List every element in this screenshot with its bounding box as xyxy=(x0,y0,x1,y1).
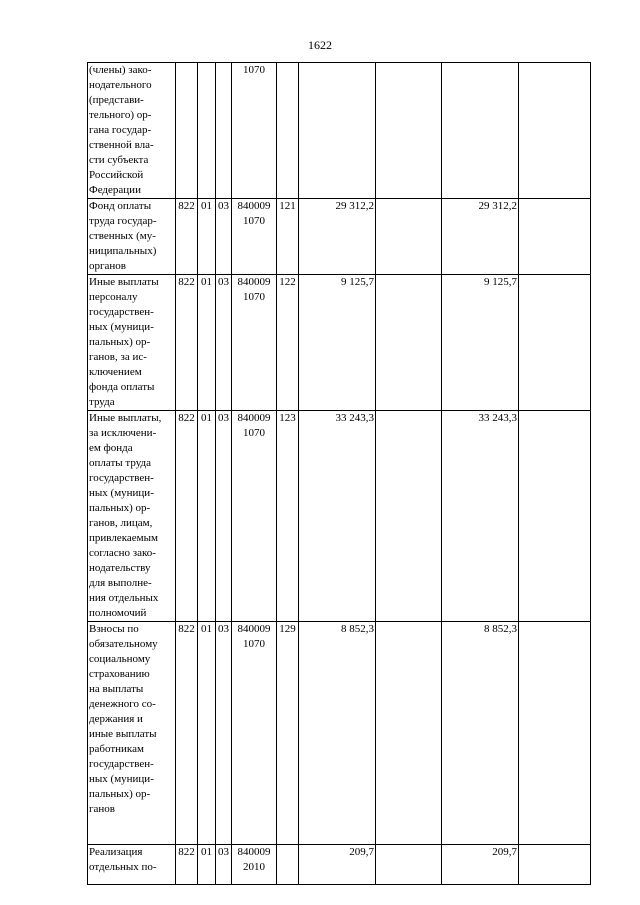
item-name-line: за исключени- xyxy=(89,427,157,439)
amount-total-cell: 33 243,3 xyxy=(299,411,376,622)
expense-type-cell: 123 xyxy=(277,411,299,622)
target-article-cell: 840009 1070 xyxy=(232,275,277,411)
item-name-line: ния отдельных xyxy=(89,592,159,604)
amount-total-cell: 209,7 xyxy=(299,845,376,885)
item-name-line: Иные выплаты xyxy=(89,276,159,288)
section-cell: 01 xyxy=(198,199,216,275)
item-name-line: Фонд оплаты xyxy=(89,200,152,212)
amount-cell-4 xyxy=(519,411,591,622)
page-number: 1622 xyxy=(308,38,332,52)
amount-cell-2 xyxy=(376,199,442,275)
item-name-line: государствен- xyxy=(89,306,154,318)
amount-cell-4 xyxy=(519,622,591,845)
expense-type-cell xyxy=(277,63,299,199)
item-name-line: ем фонда xyxy=(89,442,133,454)
ministry-cell: 822 xyxy=(176,411,198,622)
amount-cell-3: 9 125,7 xyxy=(442,275,519,411)
item-name-line: пальных) ор- xyxy=(89,502,151,514)
item-name-line: тельного) ор- xyxy=(89,109,152,121)
amount-cell-2 xyxy=(376,275,442,411)
target-article-cell: 1070 xyxy=(232,63,277,199)
item-name-line: ниципальных) xyxy=(89,245,157,257)
ministry-cell: 822 xyxy=(176,199,198,275)
amount-cell-4 xyxy=(519,845,591,885)
amount-cell-3 xyxy=(442,63,519,199)
item-name-line: (члены) зако- xyxy=(89,64,152,76)
section-cell: 01 xyxy=(198,622,216,845)
amount-total-cell: 29 312,2 xyxy=(299,199,376,275)
amount-total-cell: 8 852,3 xyxy=(299,622,376,845)
item-name-line: денежного со- xyxy=(89,698,156,710)
amount-cell-2 xyxy=(376,845,442,885)
target-article-cell: 840009 1070 xyxy=(232,411,277,622)
target-article-cell: 840009 2010 xyxy=(232,845,277,885)
amount-cell-2 xyxy=(376,411,442,622)
table-row xyxy=(88,845,591,885)
item-name-line: ганов xyxy=(89,803,115,815)
ministry-cell: 822 xyxy=(176,845,198,885)
item-name-line: отдельных по- xyxy=(89,861,157,873)
item-name-line: Российской xyxy=(89,169,144,181)
amount-cell-2 xyxy=(376,622,442,845)
item-name-line: ключением xyxy=(89,366,142,378)
item-name-line: Федерации xyxy=(89,184,141,196)
item-name-line: страхованию xyxy=(89,668,150,680)
subsection-cell: 03 xyxy=(216,275,232,411)
item-name-line: государствен- xyxy=(89,472,154,484)
target-article-cell: 840009 1070 xyxy=(232,622,277,845)
item-name-line: пальных) ор- xyxy=(89,788,151,800)
item-name-line: на выплаты xyxy=(89,683,144,695)
section-cell: 01 xyxy=(198,411,216,622)
amount-cell-3: 29 312,2 xyxy=(442,199,519,275)
item-name-line: ных (муници- xyxy=(89,773,154,785)
item-name-cell xyxy=(88,411,176,622)
item-name-line: Взносы по xyxy=(89,623,139,635)
item-name-line: (представи- xyxy=(89,94,144,106)
item-name-line: социальному xyxy=(89,653,151,665)
item-name-line: полномочий xyxy=(89,607,147,619)
item-name-line: для выполне- xyxy=(89,577,152,589)
amount-cell-4 xyxy=(519,199,591,275)
amount-total-cell: 9 125,7 xyxy=(299,275,376,411)
ministry-cell: 822 xyxy=(176,622,198,845)
subsection-cell: 03 xyxy=(216,411,232,622)
amount-cell-2 xyxy=(376,63,442,199)
item-name-line: государствен- xyxy=(89,758,154,770)
item-name-line: пальных) ор- xyxy=(89,336,151,348)
item-name-line: персоналу xyxy=(89,291,138,303)
expense-type-cell xyxy=(277,845,299,885)
amount-cell-4 xyxy=(519,63,591,199)
item-name-cell xyxy=(88,275,176,411)
ministry-cell xyxy=(176,63,198,199)
amount-cell-3: 33 243,3 xyxy=(442,411,519,622)
subsection-cell xyxy=(216,63,232,199)
item-name-cell xyxy=(88,199,176,275)
expense-type-cell: 121 xyxy=(277,199,299,275)
table-row xyxy=(88,622,591,845)
item-name-line: держания и xyxy=(89,713,143,725)
item-name-line: нодательству xyxy=(89,562,151,574)
expense-type-cell: 122 xyxy=(277,275,299,411)
subsection-cell: 03 xyxy=(216,199,232,275)
item-name-line: Реализация xyxy=(89,846,143,858)
table-row xyxy=(88,275,591,411)
section-cell xyxy=(198,63,216,199)
item-name-line: обязательному xyxy=(89,638,158,650)
item-name-cell xyxy=(88,845,176,885)
subsection-cell: 03 xyxy=(216,845,232,885)
item-name-line: ственной вла- xyxy=(89,139,154,151)
amount-total-cell xyxy=(299,63,376,199)
item-name-cell xyxy=(88,63,176,199)
item-name-line: ственных (му- xyxy=(89,230,156,242)
item-name-line: работникам xyxy=(89,743,144,755)
expense-type-cell: 129 xyxy=(277,622,299,845)
item-name-cell xyxy=(88,622,176,845)
table-row xyxy=(88,63,591,199)
budget-table xyxy=(87,62,591,885)
item-name-line: сти субъекта xyxy=(89,154,149,166)
item-name-line: труда государ- xyxy=(89,215,157,227)
target-article-cell: 840009 1070 xyxy=(232,199,277,275)
section-cell: 01 xyxy=(198,275,216,411)
item-name-line: Иные выплаты, xyxy=(89,412,162,424)
item-name-line: гана государ- xyxy=(89,124,152,136)
item-name-line: согласно зако- xyxy=(89,547,156,559)
table-row xyxy=(88,199,591,275)
item-name-line: нодательного xyxy=(89,79,152,91)
amount-cell-3: 209,7 xyxy=(442,845,519,885)
subsection-cell: 03 xyxy=(216,622,232,845)
item-name-line: ганов, лицам, xyxy=(89,517,153,529)
item-name-line: привлекаемым xyxy=(89,532,158,544)
table-row xyxy=(88,411,591,622)
item-name-line: ных (муници- xyxy=(89,487,154,499)
item-name-line: ганов, за ис- xyxy=(89,351,147,363)
table-body xyxy=(88,63,591,885)
item-name-line: оплаты труда xyxy=(89,457,152,469)
item-name-line: органов xyxy=(89,260,126,272)
ministry-cell: 822 xyxy=(176,275,198,411)
item-name-line: иные выплаты xyxy=(89,728,157,740)
amount-cell-3: 8 852,3 xyxy=(442,622,519,845)
item-name-line: ных (муници- xyxy=(89,321,154,333)
item-name-line: труда xyxy=(89,396,115,408)
section-cell: 01 xyxy=(198,845,216,885)
amount-cell-4 xyxy=(519,275,591,411)
item-name-line: фонда оплаты xyxy=(89,381,155,393)
